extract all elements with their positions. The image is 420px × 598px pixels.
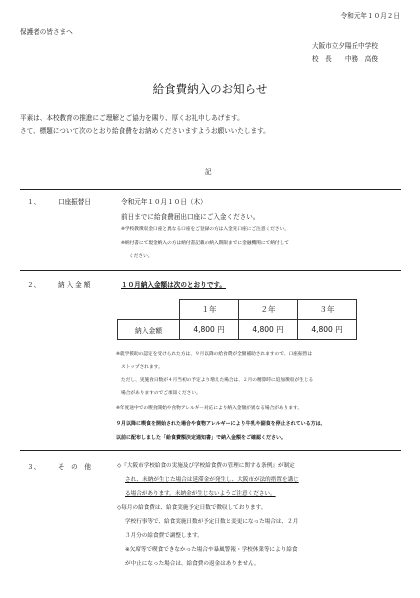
section-3-number: ３、 [27,463,41,471]
refund-note-line-1: ※欠席等で喫食できなかった場合や暴風警報・学校休業等により給食 [125,547,298,553]
fee-note-2-cont: 場合がありますのでご承知ください。 [121,391,201,396]
table-corner [118,300,180,320]
section-1-note-2: ※納付書にて現金納入の方は納付書記載の納入期限までに金融機関にて納付して [121,241,289,246]
refund-note-line-2: が中止になった場合は、給食費の返金はありません。 [125,561,260,567]
school-name: 大阪市立夕陽丘中学校 [312,42,378,50]
fee-bold-note-2: 以前に配布しました「給食費額決定通知書」で納入金額をご確認ください。 [116,435,287,441]
grade-3-fee: 4,800 円 [298,320,357,340]
grade-1-header: １年 [180,300,239,320]
fee-note-1-cont: ストップされます。 [121,365,163,370]
grade-3-header: ３年 [298,300,357,320]
schedule-line-2: 学校行事等で、給食実施日数が予定日数と変更になった場合は、２月 [125,519,299,525]
section-2-heading: １０月納入金額は次のとおりです。 [121,281,226,289]
ordinance-line-1: ◇『大阪市学校給食の実施及び学校給食費の管理に関する条例』が制定 [117,463,295,469]
ki-mark: 記 [205,168,212,176]
section-divider [20,189,401,190]
fee-note-1: ※就学援助の認定を受けられた方は、９月以降の給食費が全額補助されますので、口座振替は [116,352,313,357]
schedule-line-1: ◇毎月の給食費は、給食実施予定日数で徴収しております。 [117,505,267,511]
deposit-instruction: 前日までに給食費届出口座にご入金ください。 [121,213,260,221]
grade-2-fee: 4,800 円 [239,320,298,340]
section-2-label: 納入金額 [58,281,93,289]
grade-2-header: ２年 [239,300,298,320]
fee-table [117,299,357,340]
fee-note-2: ただし、実施食日数が４月当初の予定より増えた場合は、２月の精算時に追加徴収が生じる [121,378,314,383]
schedule-line-3: ３月分の給食費で調整します。 [125,533,203,539]
section-1-note-1: ※学校教徴収金口座と異なる口座をご登録の方は入金先口座にご注意ください。 [121,227,289,232]
fee-table-header-row [118,300,357,320]
page-title: 給食費納入のお知らせ [152,82,268,96]
notice-date: 令和元年１０月２日 [340,12,400,20]
section-divider [20,270,401,271]
greeting-line-2: さて、標題について次のとおり給食費をお納めくださいますようお願いいたします。 [20,127,270,135]
section-1-number: １、 [27,198,41,206]
principal-name: 校 長 中務 高俊 [312,55,378,63]
transfer-date: 令和元年１０月１０日（木） [121,198,207,206]
fee-note-3: ※年度途中での喫食開始や食物アレルギー対応により納入金額が異なる場合があります。 [116,406,303,411]
greeting-line-1: 平素は、本校教育の推進にご理解とご協力を賜り、厚くお礼申しあげます。 [20,114,244,122]
ordinance-line-2: され、未納が生じた場合は延滞金が発生し、大阪市が法的措置を講じ [125,477,299,483]
section-2-number: ２、 [27,281,41,289]
fee-table-row [118,320,357,340]
section-divider [20,450,401,451]
fee-bold-note-1: ９月以降に喫食を開始された場合や食物アレルギーにより牛乳や副食を停止されている方は、 [116,421,326,427]
section-3-label: そ の 他 [58,463,91,471]
grade-1-fee: 4,800 円 [180,320,239,340]
section-1-note-2-cont: ください。 [129,254,153,259]
ordinance-line-3: る場合があります。未納金が生じないようご注意ください。 [125,491,276,497]
section-1-label: 口座振替日 [58,198,91,206]
addressee: 保護者の皆さまへ [20,28,73,36]
fee-row-label: 納入金額 [118,320,180,340]
